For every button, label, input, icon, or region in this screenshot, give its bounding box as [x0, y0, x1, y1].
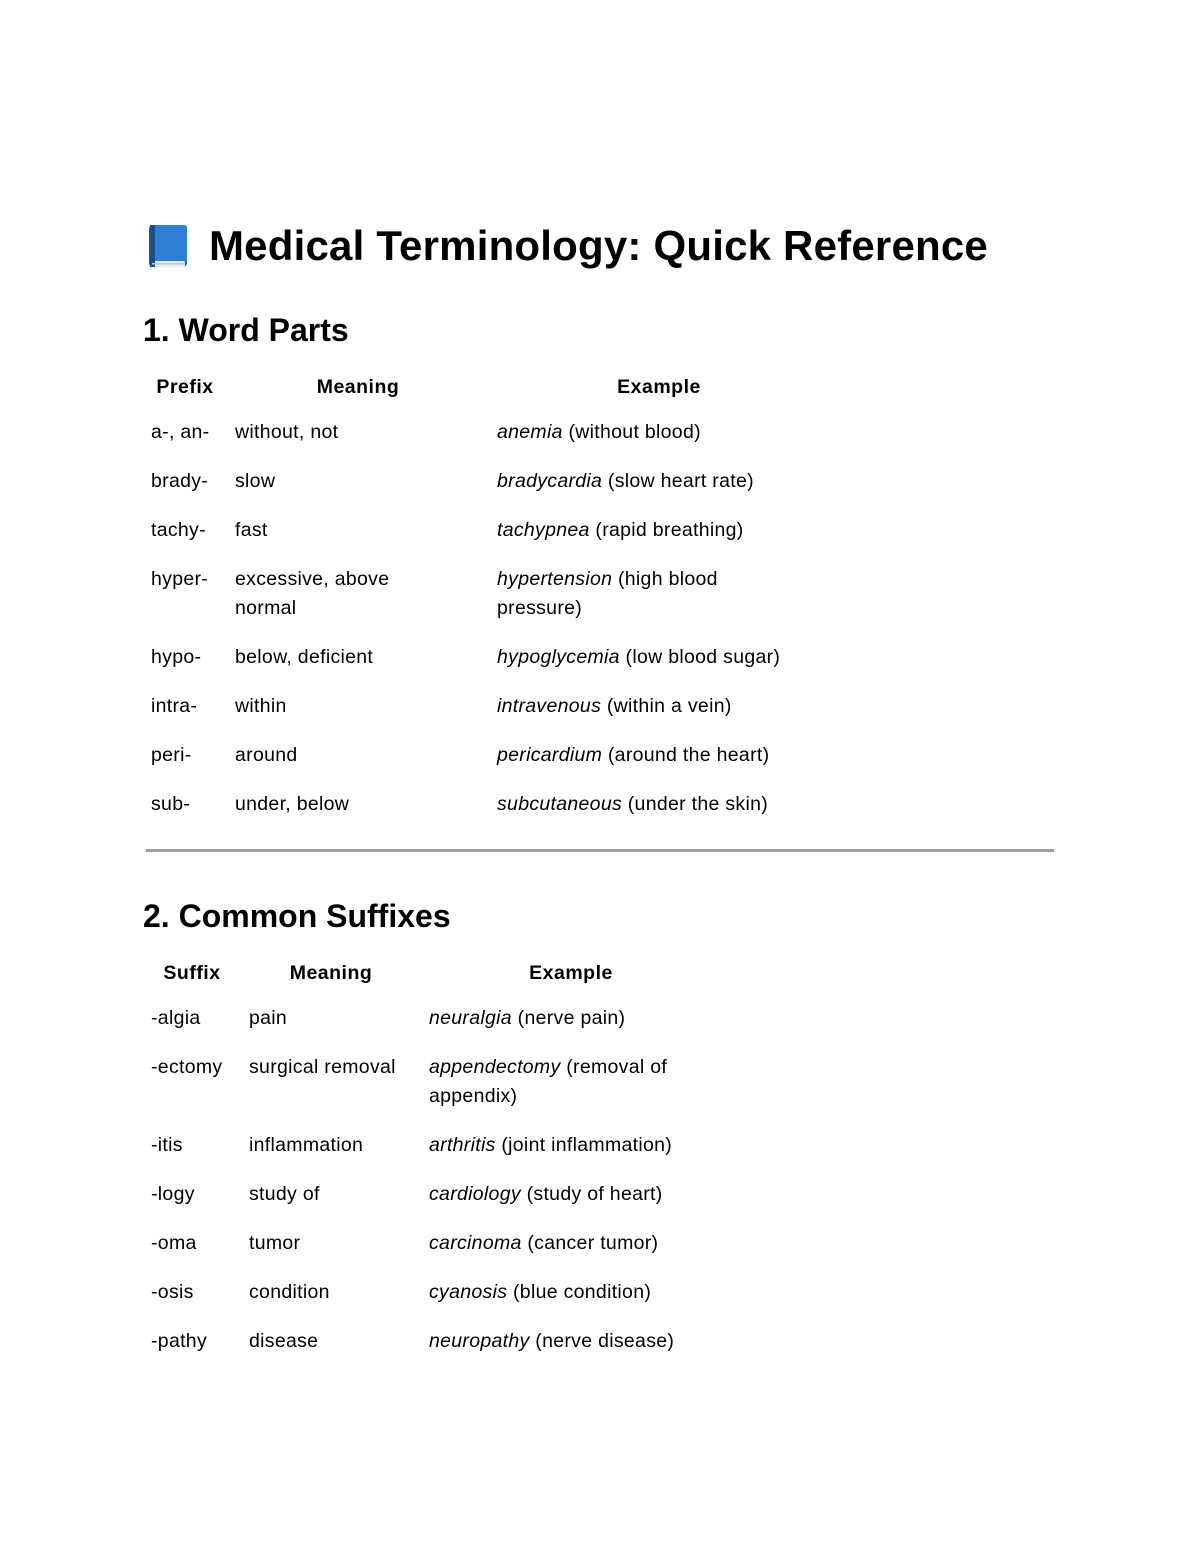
prefix-cell: tachy- — [151, 519, 206, 541]
meaning-cell: condition — [249, 1281, 330, 1303]
example-gloss: (nerve disease) — [535, 1330, 675, 1352]
example-term: bradycardia — [497, 470, 603, 492]
example-cell — [489, 790, 829, 839]
example-gloss: (low blood sugar) — [625, 646, 781, 668]
example-gloss: (under the skin) — [627, 793, 769, 815]
example-term: hypertension — [497, 568, 613, 590]
table-row — [143, 741, 829, 790]
suffix-cell: -oma — [151, 1232, 197, 1254]
meaning-cell: slow — [235, 470, 276, 492]
prefix-cell: sub- — [151, 793, 191, 815]
example-gloss: (study of heart) — [526, 1183, 663, 1205]
example-term: neuropathy — [429, 1330, 530, 1352]
blue-book-icon — [145, 222, 191, 270]
meaning-cell: disease — [249, 1330, 319, 1352]
example-cell — [489, 516, 829, 565]
example-term: neuralgia — [429, 1007, 512, 1029]
meaning-cell: within — [235, 695, 287, 717]
table-row — [143, 1004, 721, 1053]
example-gloss: (joint inflammation) — [501, 1134, 673, 1156]
example-term: anemia — [497, 421, 563, 443]
table-row — [143, 565, 829, 643]
prefix-cell: brady- — [151, 470, 209, 492]
section-divider — [146, 849, 1054, 852]
table-row — [143, 516, 829, 565]
table-header-row — [143, 374, 829, 418]
example-gloss: (slow heart rate) — [607, 470, 754, 492]
suffix-cell: -logy — [151, 1183, 195, 1205]
suffix-cell: -osis — [151, 1281, 194, 1303]
table-row — [143, 1278, 721, 1327]
suffix-cell: -algia — [151, 1007, 201, 1029]
table-header-row — [143, 960, 721, 1004]
meaning-cell: without, not — [235, 421, 339, 443]
example-cell — [421, 1053, 721, 1131]
example-cell — [421, 1278, 721, 1327]
table-row — [143, 418, 829, 467]
example-cell — [421, 1131, 721, 1180]
suffix-cell: -ectomy — [151, 1056, 223, 1078]
meaning-cell: surgical removal — [249, 1056, 396, 1078]
table-row — [143, 467, 829, 516]
table-row — [143, 1229, 721, 1278]
section-heading-common-suffixes: 2. Common Suffixes — [143, 898, 451, 934]
prefix-cell: peri- — [151, 744, 192, 766]
example-term: pericardium — [497, 744, 603, 766]
example-cell — [489, 565, 829, 643]
column-header-prefix: Prefix — [156, 375, 214, 398]
table-row — [143, 1180, 721, 1229]
column-header-meaning: Meaning — [289, 961, 373, 984]
column-header-example: Example — [529, 961, 613, 984]
prefix-cell: hyper- — [151, 568, 209, 590]
table-row — [143, 790, 829, 839]
example-gloss: (rapid breathing) — [595, 519, 744, 541]
meaning-cell: under, below — [235, 793, 350, 815]
section-heading-word-parts: 1. Word Parts — [143, 312, 349, 348]
page-title — [145, 218, 988, 274]
meaning-cell: study of — [249, 1183, 320, 1205]
example-term: cardiology — [429, 1183, 521, 1205]
word-parts-table — [143, 374, 829, 839]
prefix-cell: hypo- — [151, 646, 202, 668]
example-term: carcinoma — [429, 1232, 522, 1254]
example-gloss: (nerve pain) — [517, 1007, 626, 1029]
suffix-cell: -itis — [151, 1134, 183, 1156]
example-gloss: (blue condition) — [513, 1281, 652, 1303]
example-term: appendectomy — [429, 1056, 561, 1078]
meaning-cell: fast — [235, 519, 268, 541]
example-cell — [421, 1229, 721, 1278]
table-row — [143, 1327, 721, 1376]
meaning-cell: tumor — [249, 1232, 301, 1254]
example-cell — [421, 1327, 721, 1376]
table-row — [143, 1131, 721, 1180]
column-header-suffix: Suffix — [163, 961, 221, 984]
example-cell — [489, 692, 829, 741]
example-cell — [489, 643, 829, 692]
example-term: tachypnea — [497, 519, 590, 541]
example-gloss: (cancer tumor) — [527, 1232, 659, 1254]
meaning-cell: around — [235, 744, 298, 766]
example-gloss: (around the heart) — [607, 744, 770, 766]
example-term: subcutaneous — [497, 793, 623, 815]
meaning-cell: pain — [249, 1007, 288, 1029]
example-gloss: (within a vein) — [606, 695, 732, 717]
example-term: cyanosis — [429, 1281, 508, 1303]
suffix-cell: -pathy — [151, 1330, 207, 1352]
meaning-cell: below, deficient — [235, 646, 374, 668]
example-cell — [489, 741, 829, 790]
title-text: Medical Terminology: Quick Reference — [209, 222, 988, 269]
table-row — [143, 643, 829, 692]
example-cell — [421, 1004, 721, 1053]
column-header-meaning: Meaning — [316, 375, 400, 398]
example-term: intravenous — [497, 695, 602, 717]
common-suffixes-table — [143, 960, 721, 1376]
example-term: arthritis — [429, 1134, 496, 1156]
prefix-cell: a-, an- — [151, 421, 210, 443]
table-row — [143, 692, 829, 741]
meaning-cell: excessive, above normal — [235, 568, 390, 619]
table-row — [143, 1053, 721, 1131]
meaning-cell: inflammation — [249, 1134, 364, 1156]
example-cell — [489, 467, 829, 516]
example-gloss: (without blood) — [568, 421, 701, 443]
example-gloss: (high blood pressure) — [497, 568, 718, 619]
example-cell — [421, 1180, 721, 1229]
prefix-cell: intra- — [151, 695, 198, 717]
column-header-example: Example — [617, 375, 701, 398]
example-cell — [489, 418, 829, 467]
example-term: hypoglycemia — [497, 646, 620, 668]
example-gloss: (removal of appendix) — [429, 1056, 668, 1107]
